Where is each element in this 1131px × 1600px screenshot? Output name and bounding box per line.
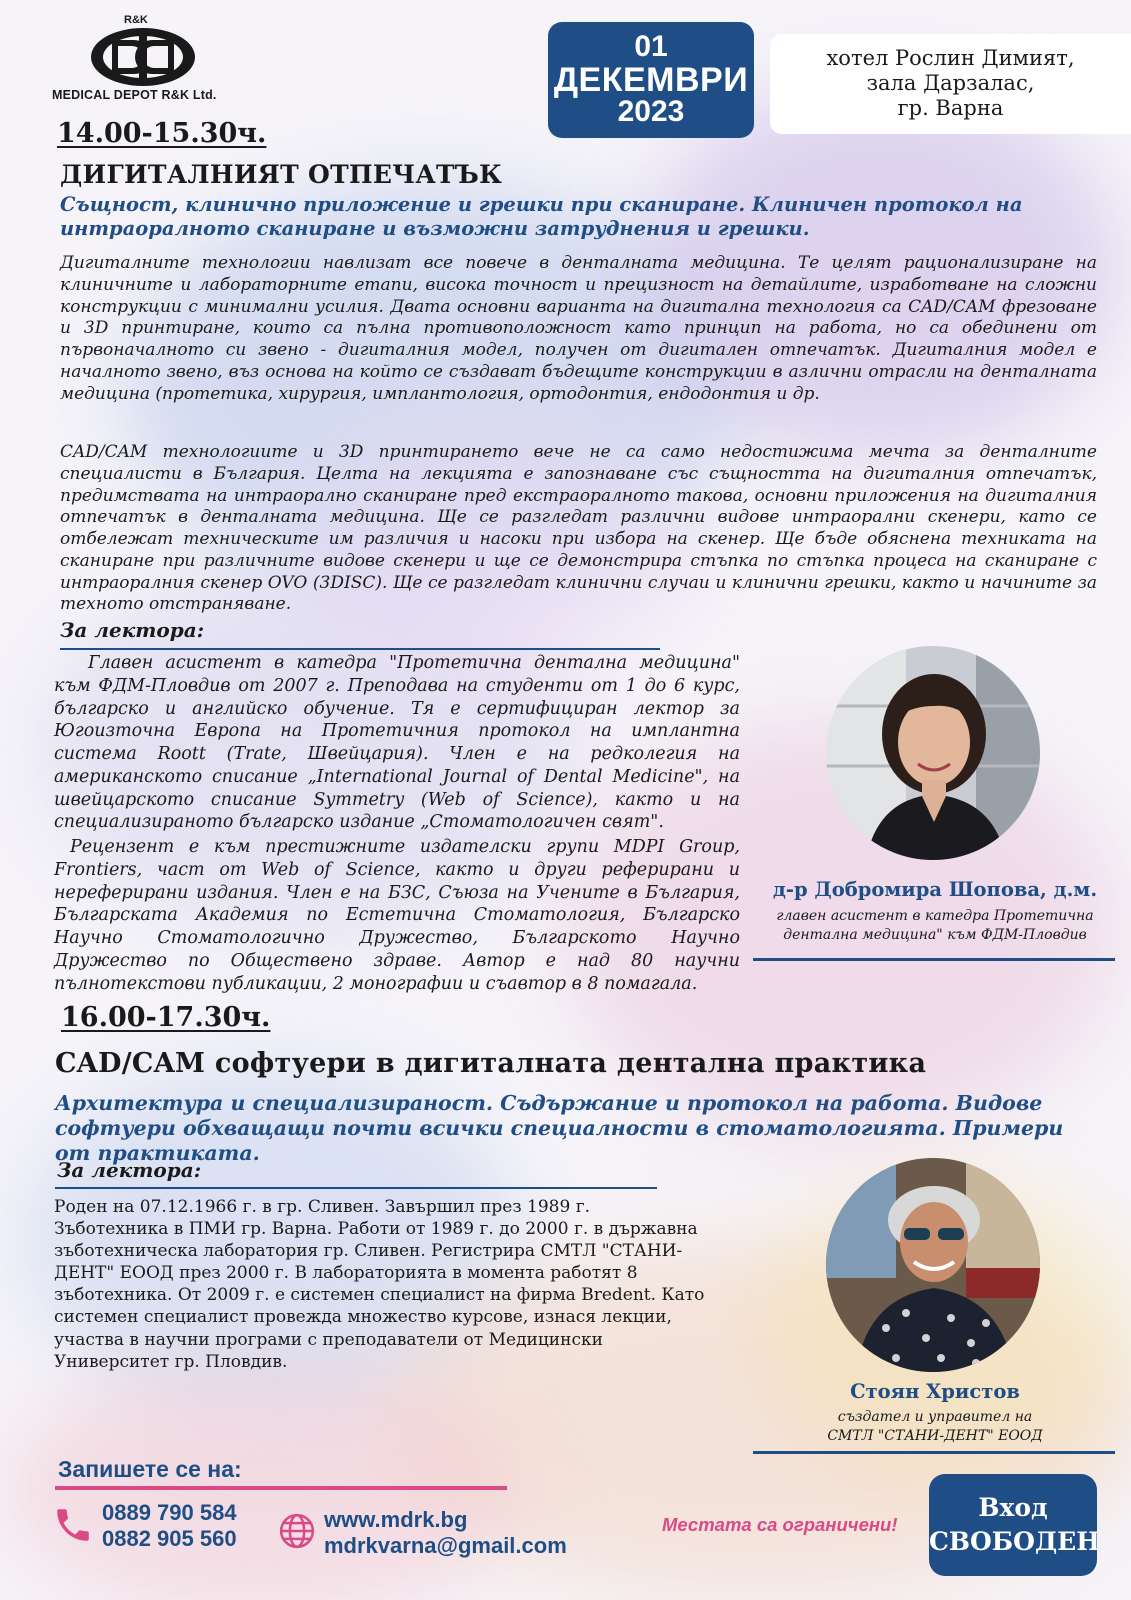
globe-icon bbox=[278, 1512, 316, 1554]
entry-line2: СВОБОДЕН bbox=[929, 1527, 1100, 1556]
website-link[interactable]: www.mdrk.bg bbox=[324, 1507, 468, 1532]
speaker1-role bbox=[760, 907, 1110, 945]
session1-about-label: За лектора: bbox=[60, 618, 205, 642]
session2-about-label: За лектора: bbox=[57, 1158, 202, 1182]
speaker1-name: д-р Добромира Шопова, д.м. bbox=[772, 878, 1098, 901]
signup-rule bbox=[55, 1486, 507, 1490]
session1-time: 14.00-15.30ч. bbox=[57, 118, 267, 149]
logo-top-label: R&K bbox=[124, 14, 148, 26]
session1-subtitle: Същност, клинично приложение и грешки при сканиране. Клиничен протокол на интраоралното сканиране и възможни затруднения и грешки. bbox=[60, 193, 1023, 240]
entry-line1: Вход bbox=[978, 1493, 1048, 1523]
speaker2-role bbox=[760, 1408, 1110, 1446]
session1-bio2: Рецензент е към престижните издателски групи MDPI Group, Frontiers, част от Web of Science, както и други реферирани и нереферирани издания. Член е на БЗС, Съюза на Учените в България, Българската Академия по Естетична Стоматология, Българско Научно Стоматологично Дружество, Българското Научно Дружество по Обществено здраве. Автор е над 80 научни пълнотекстови публикации, 2 монографии и съавтор в 8 помагала. bbox=[54, 837, 740, 994]
speaker1-role-line2: дентална медицина" към ФДМ-Пловдив bbox=[783, 926, 1087, 943]
speaker1-role-line1: главен асистент в катедра Протетична bbox=[776, 908, 1094, 924]
speaker2-photo bbox=[826, 1158, 1040, 1372]
session2-time: 16.00-17.30ч. bbox=[61, 1002, 271, 1033]
date-day: 01 bbox=[634, 30, 668, 64]
speaker1-photo bbox=[826, 646, 1040, 860]
session2-subtitle: Архитектура и специализираност. Съдържание и протокол на работа. Видове софтуери обхващащи почти всички специалности в стоматологията. Примери от практиката. bbox=[55, 1091, 1064, 1165]
session1-about-rule bbox=[60, 648, 660, 650]
web-contacts bbox=[324, 1507, 567, 1559]
session1-bio1: Главен асистент в катедра "Протетична дентална медицина" към ФДМ-Пловдив от 2007 г. Преподава на студенти от 1 до 6 курс, българско и английско обучение. Тя е сертифициран лектор за Югоизточна Европа на Протетичния протокол на имплантна система Roott (Trate, Швейцария). Член е на редколегия на американското списание „International Journal of Dental Medicine", на швейцарското списание Symmetry (Web of Science), както и на специализираното българско издание „Стоматологичен свят". bbox=[54, 653, 740, 833]
venue-city: гр. Варна bbox=[897, 96, 1004, 121]
date-badge bbox=[548, 22, 754, 138]
date-year: 2023 bbox=[617, 95, 685, 129]
speaker2-rule bbox=[753, 1451, 1115, 1454]
session2-title: CAD/CAM софтуери в дигиталната дентална практика bbox=[55, 1048, 927, 1079]
session1-paragraph1: Дигиталните технологии навлизат все повече в денталната медицина. Те целят рационализиране на клиничните и лабораторните етапи, висока точност и прецизност на детайлите, изработване на сложни конструкции с минимални усилия. Двата основни варианта на дигитална технология са CAD/CAM фрезоване и 3D принтиране, които са пълна противоположност като принцип на работа, но са обединени от първоначалното си звено - дигиталния модел, получен от дигитален отпечатък. Дигиталния модел е началното звено, въз основа на който се създават бъдещите конструкции в азлични отрасли на денталната медицина (протетика, хирургия, имплантология, ортодонтия, ендодонтия и др. bbox=[60, 253, 1097, 404]
phone-1[interactable]: 0889 790 584 bbox=[102, 1500, 237, 1525]
venue-box bbox=[770, 34, 1131, 134]
venue-hotel: хотел Рослин Димият, bbox=[826, 46, 1075, 70]
session2-about-rule bbox=[55, 1187, 657, 1189]
session2-bio: Роден на 07.12.1966 г. в гр. Сливен. Завършил през 1989 г. Зъботехника в ПМИ гр. Варна. Работи от 1989 г. до 2000 г. в държавна зъботехническа лаборатория гр. Сливен. Регистрира СМТЛ "СТАНИ-ДЕНТ" ЕООД през 2000 г. В лабораторията в момента работят 8 зъботехника. От 2009 г. е системен специалист на фирма Bredent. Като системен специалист провежда множество курсове, изнася лекции, участва в научни програми с преподаватели от Медицински Университет гр. Пловдив. bbox=[54, 1197, 705, 1372]
session1-paragraph2: CAD/CAM технологиите и 3D принтирането вече не са само недостижима мечта за денталните специалисти в България. Целта на лекцията е запознаване със същността на дигиталния отпечатък, предимствата на интраорално сканиране пред екстраоралното такова, основни приложения на дигиталния отпечатък в денталната медицина. Ще се разгледат различни видове интраорални скенери, като се отбележат техническите им различия и насоки при избора на скенер. Ще бъде обяснена техниката на сканиране при различните видове скенери и ще се демонстрира стъпка по стъпка процеса на сканиране с интраоралния скенер OVO (3DISC). Ще се разгледат клинични случаи и клинични грешки, както и начините за техното отстраняване. bbox=[60, 442, 1097, 615]
company-logo bbox=[50, 14, 235, 104]
session1-title: ДИГИТАЛНИЯТ ОТПЕЧАТЪК bbox=[60, 160, 503, 189]
free-entry-badge bbox=[929, 1474, 1100, 1576]
phone-numbers bbox=[102, 1500, 237, 1552]
email-link[interactable]: mdrkvarna@gmail.com bbox=[324, 1532, 567, 1558]
venue-hall: зала Дарзалас, bbox=[866, 71, 1035, 96]
speaker2-role-line2: СМТЛ "СТАНИ-ДЕНТ" ЕООД bbox=[827, 1427, 1043, 1444]
logo-mark-icon bbox=[88, 26, 198, 88]
signup-label: Запишете се на: bbox=[58, 1456, 242, 1482]
speaker2-role-line1: създател и управител на bbox=[837, 1409, 1033, 1425]
speaker2-name: Стоян Христов bbox=[850, 1380, 1020, 1403]
logo-company-name: MEDICAL DEPOT R&K Ltd. bbox=[52, 88, 217, 102]
phone-2[interactable]: 0882 905 560 bbox=[102, 1525, 237, 1551]
speaker1-rule bbox=[753, 958, 1115, 961]
limited-seats-note: Местата са ограничени! bbox=[662, 1514, 898, 1535]
phone-icon bbox=[52, 1504, 94, 1550]
date-month: ДЕКЕМВРИ bbox=[553, 60, 749, 99]
